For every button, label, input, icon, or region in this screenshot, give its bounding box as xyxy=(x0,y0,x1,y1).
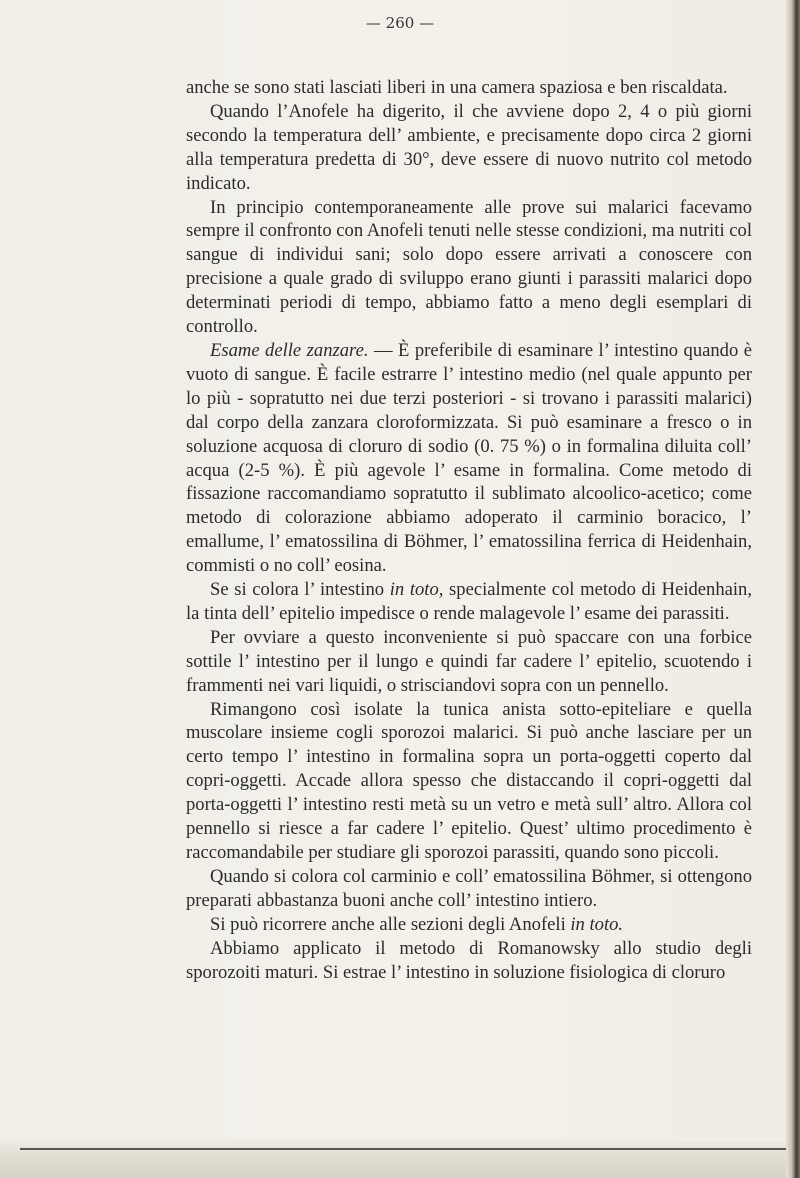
paragraph-8: Quando si colora col carminio e coll’ ematossilina Böhmer, si ottengono preparati abbastanza buoni anche coll’ intestino intiero. xyxy=(186,865,752,911)
paragraph-9 xyxy=(186,913,752,937)
page-number: — 260 — xyxy=(365,14,435,32)
page-bottom-edge xyxy=(0,1138,800,1178)
italic-in-toto-2: in toto. xyxy=(570,913,624,935)
italic-in-toto: in toto, xyxy=(389,579,444,601)
paragraph-4-body: — È preferibile di esaminare l’ intestino quando è vuoto di sangue. È facile estrarre l’ intestino medio (nel quale appunto per lo più - sopratutto nei due terzi posteriori - si trovano i parassiti malarici) dal corpo della zanzara cloroformizzata. Si può esaminare a fresco o in soluzione acquosa di cloruro di sodio (0. 75 %) o in formalina diluita coll’ acqua (2-5 %). È più agevole l’ esame in formalina. Come metodo di fissazione raccomandiamo sopratutto il sublimato alcoolico-acetico; come metodo di colorazione abbiamo adoperato il carminio boracico, l’ emallume, l’ ematossilina di Böhmer, l’ ematossilina ferrica di Heidenhain, commisti o no coll’ eosina. xyxy=(186,339,753,577)
paragraph-2: Quando l’Anofele ha digerito, il che avviene dopo 2, 4 o più giorni secondo la temperatura dell’ ambiente, e precisamente dopo circa 2 giorni alla temperatura predetta di 30°, deve essere di nuovo nutrito col metodo indicato. xyxy=(186,100,752,194)
bottom-rule xyxy=(20,1148,788,1150)
paragraph-5 xyxy=(186,578,752,626)
body-text xyxy=(186,76,752,984)
paragraph-5-end: specialmente col metodo di Heidenhain, la tinta dell’ epitelio impedisce o rende malagevole l’ esame dei parassiti. xyxy=(186,579,753,624)
paragraph-9-start: Si può ricorrere anche alle sezioni degli Anofeli xyxy=(210,913,571,935)
paragraph-4 xyxy=(186,339,752,578)
paragraph-3: In principio contemporaneamente alle prove sui malarici facevamo sempre il confronto con Anofeli tenuti nelle stesse condizioni, ma nutriti col sangue di individui sani; solo dopo essere arrivati a conoscere con precisione a quale grado di sviluppo erano giunti i parassiti malarici dopo determinati periodi di tempo, abbiamo fatto a meno degli esemplari di controllo. xyxy=(186,196,752,338)
paragraph-7: Rimangono così isolate la tunica anista sotto-epiteliare e quella muscolare insieme cogli sporozoi malarici. Si può anche lasciare per un certo tempo l’ intestino in formalina sopra un porta-oggetti coperto dal copri-oggetti. Accade allora spesso che distaccando il copri-oggetti dal porta-oggetti l’ intestino resti metà su un vetro e metà sull’ altro. Allora col pennello si riesce a far cadere l’ epitelio. Quest’ ultimo procedimento è raccomandabile per studiare gli sporozoi parassiti, quando sono piccoli. xyxy=(186,698,752,863)
section-title: Esame delle zanzare. xyxy=(210,339,369,361)
page-right-edge xyxy=(786,0,800,1178)
paragraph-5-start: Se si colora l’ intestino xyxy=(210,579,390,601)
paragraph-10: Abbiamo applicato il metodo di Romanowsky allo studio degli sporozoiti maturi. Si estrae l’ intestino in soluzione fisiologica di cloruro xyxy=(186,937,752,983)
paragraph-1: anche se sono stati lasciati liberi in una camera spaziosa e ben riscaldata. xyxy=(186,77,728,98)
paragraph-6: Per ovviare a questo inconveniente si può spaccare con una forbice sottile l’ intestino per il lungo e quindi far cadere l’ epitelio, scuotendo i frammenti nei vari liquidi, o strisciandovi sopra con un pennello. xyxy=(186,626,752,696)
